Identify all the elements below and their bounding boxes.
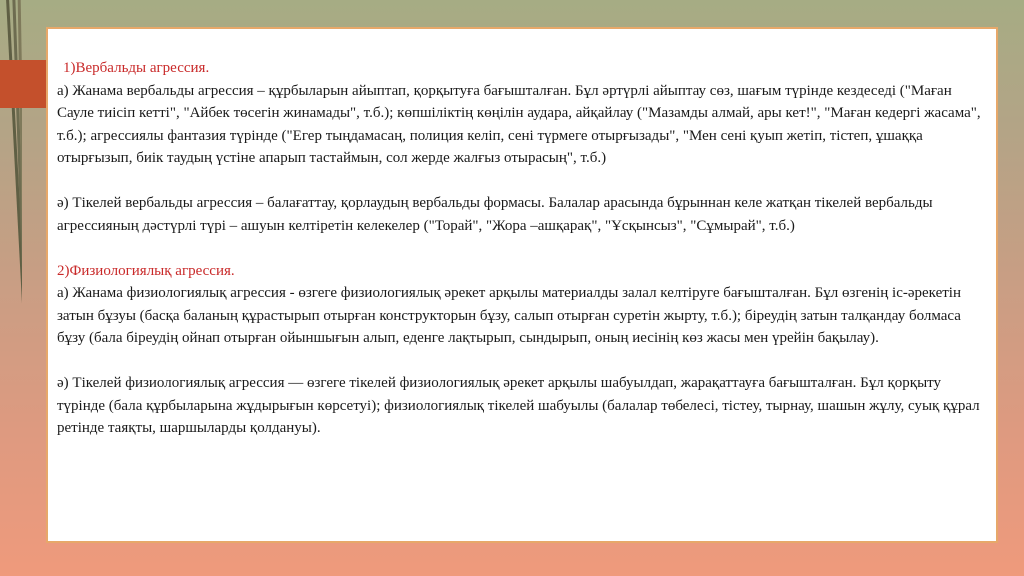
- paragraph-gap: [57, 350, 982, 373]
- section-heading-physiological: 2)Физиологиялық агрессия.: [57, 262, 235, 279]
- content-card: [46, 27, 998, 543]
- section-heading-verbal: 1)Вербальды агрессия.: [63, 60, 210, 76]
- paragraph-indirect-physiological: а) Жанама физиологиялық агрессия - өзгеге физиологиялық әрекет арқылы материалды залал келтіруге бағышталған. Бұл өзгенің іс-әрекетін затын бұзуы (басқа баланың құрастырып отырған конструкторын бұзу, салып отырған суретін жырту, т.б.); біреудің затын талқандау болмаса бұзу (бала біреудің ойнап отырған ойыншығын алып, еденге лақтырып, сындырып, оның иесінің көз жасы мен үрейін бақылау).: [57, 285, 961, 346]
- paragraph-gap: [57, 237, 982, 260]
- paragraph-direct-physiological: ә) Тікелей физиологиялық агрессия — өзгеге тікелей физиологиялық әрекет арқылы шабуылдап, жарақаттауға бағышталған. Бұл қорқыту түрінде (бала құрбыларына жұдырығын көрсетуі); физиологиялық тікелей шабуылы (балалар төбелесі, тістеу, тырнау, шашын жұлу, суық құрал ретінде таяқты, шаршыларды қолдануы).: [57, 375, 980, 436]
- paragraph-direct-verbal: ә) Тікелей вербальды агрессия – балағаттау, қорлаудың вербальды формасы. Балалар арасында бұрыннан келе жатқан тікелей вербальды агрессияның дәстүрлі түрі – ашуын келтіретін келекелер ("Торай", "Жора –ашқарақ", "Ұсқынсыз", "Сұмырай", т.б.): [57, 195, 933, 234]
- accent-block: [0, 60, 48, 108]
- paragraph-gap: [57, 170, 982, 193]
- paragraph-indirect-verbal: а) Жанама вербальды агрессия – құрбыларын айыптап, қорқытуға бағышталған. Бұл әртүрлі айыптау сөз, шағым түрінде кездеседі ("Маған Сауле тиісіп кетті", "Айбек төсегін жинамады", т.б.); көпшіліктің көңілін аудара, айқайлау ("Мазамды алмай, ары кет!", "Маған кедергі жасама", т.б.); агрессиялы фантазия түрінде ("Егер тыңдамасаң, полиция келіп, сені түрмеге отырғызады", "Мен сені қуып жетіп, тістеп, ұшаққа отырғызып, биік таудың үстіне апарып тастаймын, сол жерде жалғыз отырасың", т.б.): [57, 82, 981, 166]
